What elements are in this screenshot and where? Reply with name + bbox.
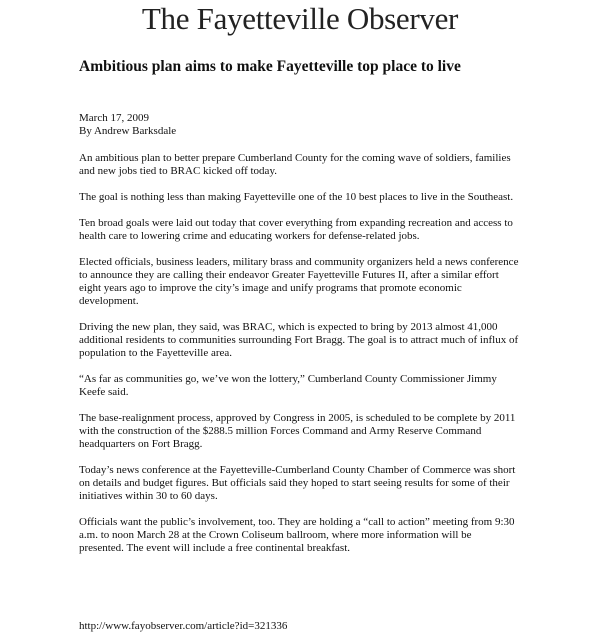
article-paragraph: Today’s news conference at the Fayetteville-Cumberland County Chamber of Commerce was short on details and budget figures. But officials said they hoped to start seeing results for some of their initiatives within 30 to 60 days.: [79, 464, 516, 502]
article-headline: Ambitious plan aims to make Fayetteville top place to live: [79, 58, 461, 75]
article-meta: [79, 112, 176, 138]
article-paragraph: An ambitious plan to better prepare Cumberland County for the coming wave of soldiers, families and new jobs tied to BRAC kicked off today.: [79, 152, 511, 177]
source-url: http://www.fayobserver.com/article?id=321336: [79, 620, 288, 632]
article-date: March 17, 2009: [79, 112, 149, 124]
article-paragraph: Ten broad goals were laid out today that cover everything from expanding recreation and access to health care to lowering crime and educating workers for defense-related jobs.: [79, 217, 513, 242]
article-paragraph: Driving the new plan, they said, was BRAC, which is expected to bring by 2013 almost 41,000 additional residents to communities surrounding Fort Bragg. The goal is to attract much of influx of population to the Fayetteville area.: [79, 321, 519, 359]
article-paragraph: Elected officials, business leaders, military brass and community organizers held a news conference to announce they are calling their endeavor Greater Fayetteville Futures II, after a similar effort eight years ago to improve the city’s image and unify programs that promote economic development.: [79, 256, 519, 307]
article-byline: By Andrew Barksdale: [79, 125, 177, 137]
article-paragraph: Officials want the public’s involvement, too. They are holding a “call to action” meeting from 9:30 a.m. to noon March 28 at the Crown Coliseum ballroom, where more information will be presented. The event will include a free continental breakfast.: [79, 516, 515, 554]
article-paragraph: The goal is nothing less than making Fayetteville one of the 10 best places to live in the Southeast.: [79, 191, 514, 203]
newspaper-masthead: The Fayetteville Observer: [141, 1, 459, 36]
article-paragraph: “As far as communities go, we’ve won the lottery,” Cumberland County Commissioner Jimmy Keefe said.: [79, 373, 497, 398]
article-paragraph: The base-realignment process, approved by Congress in 2005, is scheduled to be complete by 2011 with the construction of the $288.5 million Forces Command and Army Reserve Command headquarters on Fort Bragg.: [79, 412, 516, 450]
article-body: [79, 152, 519, 568]
